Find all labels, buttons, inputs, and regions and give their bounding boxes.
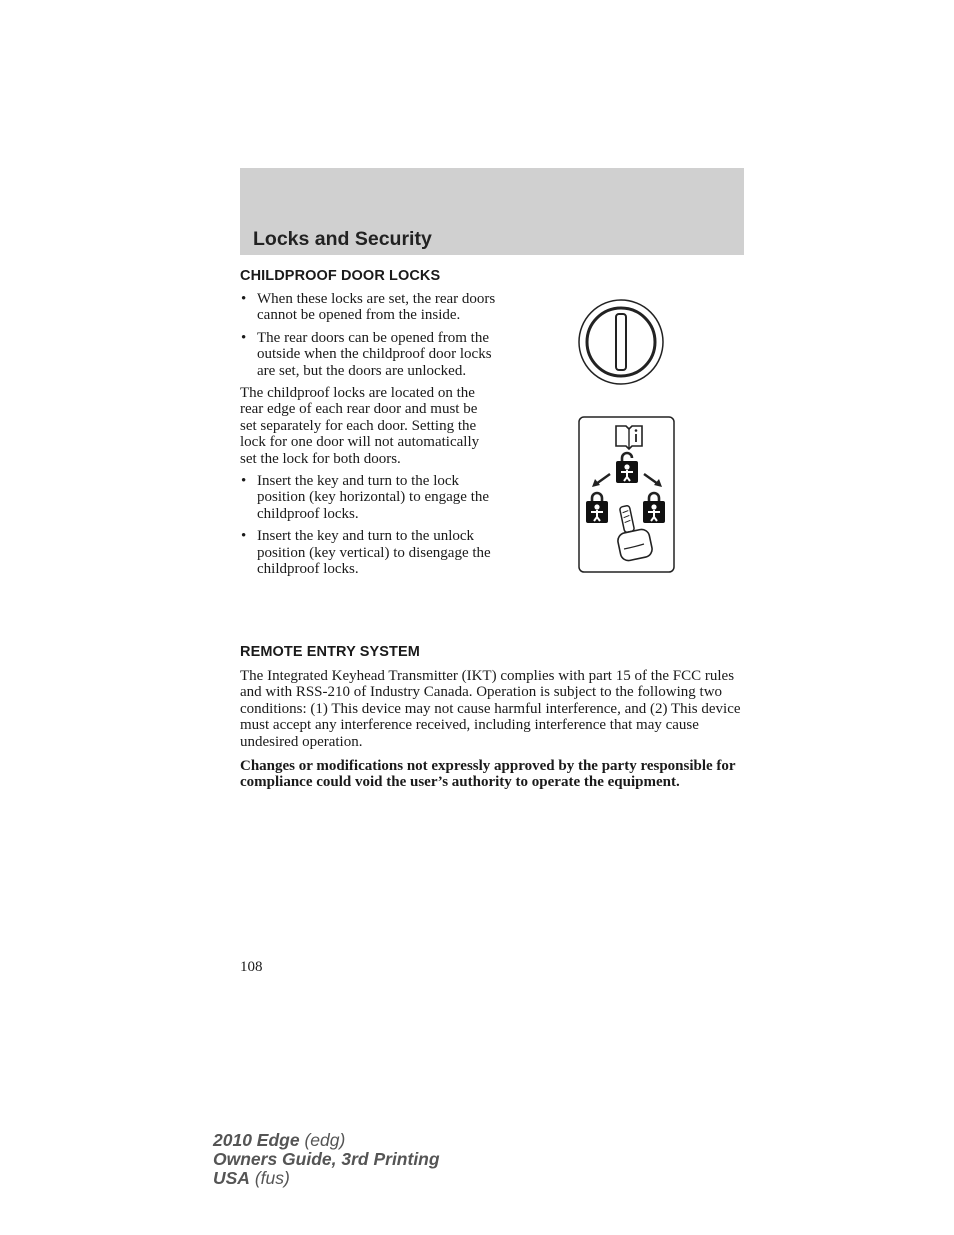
footer-model-code: (edg) xyxy=(299,1130,346,1150)
remote-entry-heading: REMOTE ENTRY SYSTEM xyxy=(240,644,420,660)
section-title: Locks and Security xyxy=(253,228,432,250)
remote-entry-warning: Changes or modifications not expressly approved by the party responsible for compliance could void the user’s authority to operate the equipment. xyxy=(240,758,736,791)
childproof-text xyxy=(240,291,496,584)
list-item: • The rear doors can be opened from the outside when the childproof door locks are set, but the doors are unlocked. xyxy=(240,330,496,379)
document-footer xyxy=(213,1131,440,1188)
remote-entry-text xyxy=(240,668,744,799)
footer-market-code: (fus) xyxy=(249,1168,290,1188)
childproof-bullets-a xyxy=(240,291,496,379)
footer-line-3 xyxy=(213,1169,440,1188)
remote-entry-paragraph: The Integrated Keyhead Transmitter (IKT) complies with part 15 of the FCC rules and with RSS-210 of Industry Canada. Operation is subject to the following two conditions: (1) This device may not cause harmful interference, and (2) This device must accept any interference received, including interference that may cause undesired operation. xyxy=(240,668,741,750)
footer-market: USA xyxy=(213,1168,250,1188)
manual-book-icon xyxy=(616,426,642,449)
page-number: 108 xyxy=(240,959,263,975)
childproof-heading: CHILDPROOF DOOR LOCKS xyxy=(240,268,441,284)
list-item: • Insert the key and turn to the unlock position (key vertical) to disengage the childproof locks. xyxy=(240,528,496,577)
footer-line-2: Owners Guide, 3rd Printing xyxy=(213,1149,440,1169)
childproof-paragraph: The childproof locks are located on the rear edge of each rear door and must be set separately for each door. Setting the lock for one door will not automatically set the lock for both doors. xyxy=(240,385,480,467)
childproof-bullets-b xyxy=(240,473,496,577)
list-item: • When these locks are set, the rear doors cannot be opened from the inside. xyxy=(240,291,496,324)
lock-cylinder-icon xyxy=(577,298,665,386)
footer-model: 2010 Edge xyxy=(213,1130,300,1150)
list-item: • Insert the key and turn to the lock position (key horizontal) to engage the childproof locks. xyxy=(240,473,496,522)
footer-line-1 xyxy=(213,1131,440,1150)
childproof-lock-label-icon xyxy=(578,416,675,573)
